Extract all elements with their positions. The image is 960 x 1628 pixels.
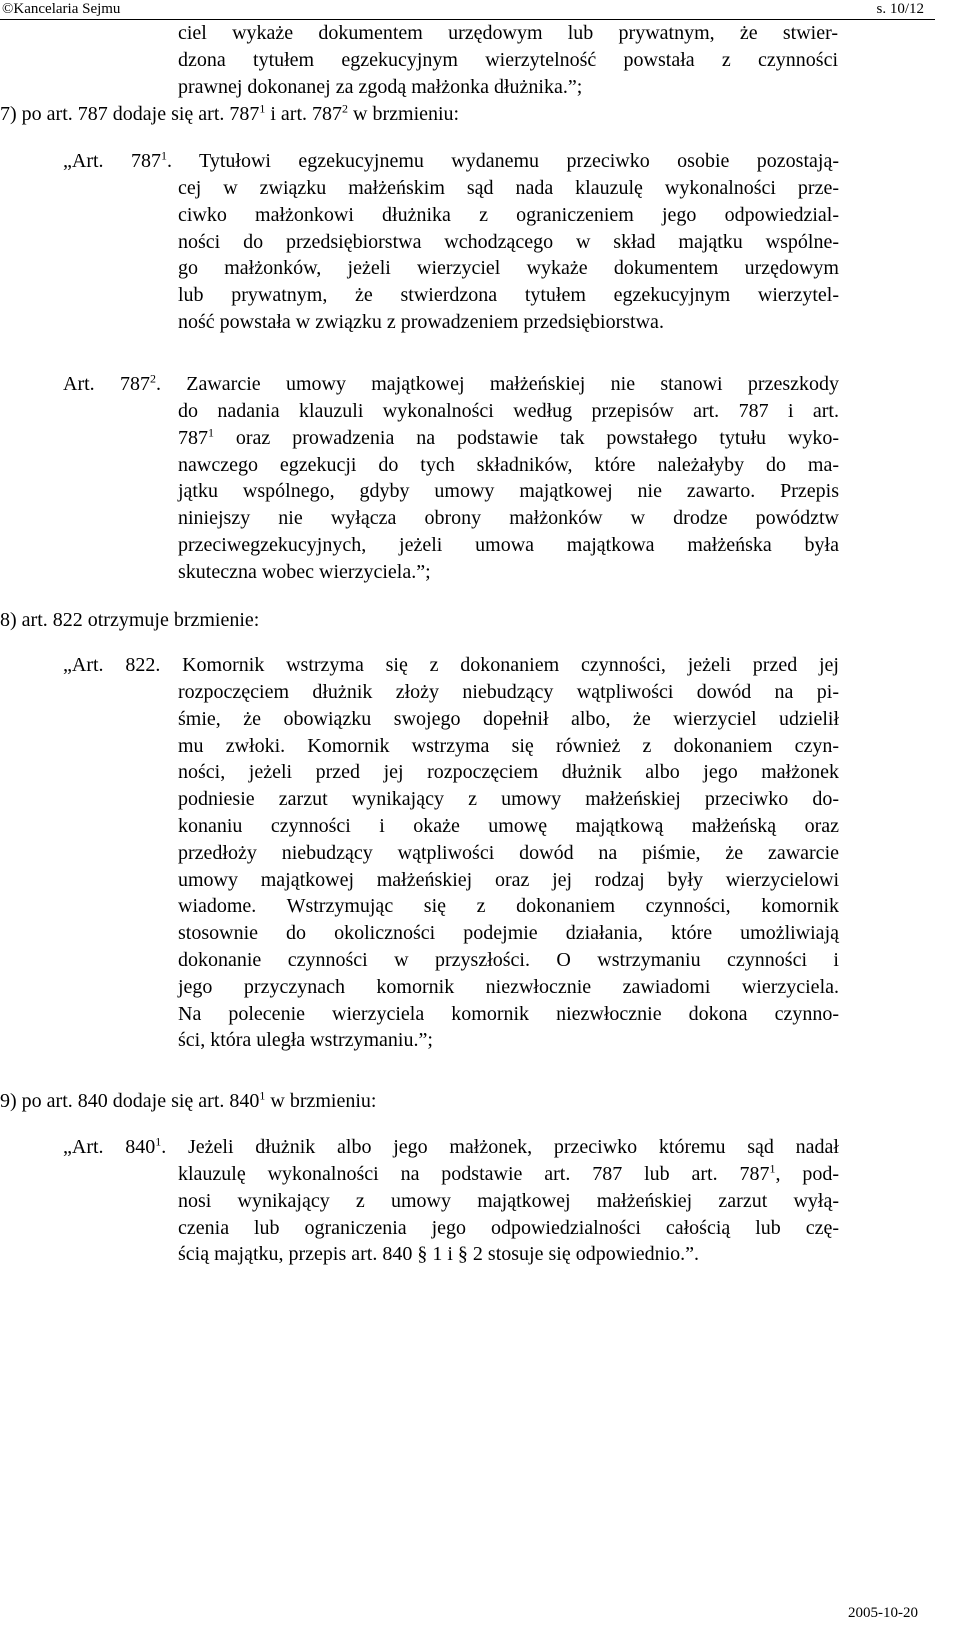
text-line: „Art. 822. Komornik wstrzyma się z dokonaniem czynności, jeżeli przed jej	[63, 654, 839, 676]
text-line: konaniu czynności i okaże umowę majątkową małżeńską oraz	[178, 814, 839, 837]
text-line: do nadania klauzuli wykonalności według przepisów art. 787 i art.	[178, 400, 839, 422]
article-840-1-first-line	[63, 1134, 839, 1161]
header-source: ©Kancelaria Sejmu	[2, 1, 121, 17]
text-line: cej w związku małżeńskim sąd nada klauzulę wykonalności prze-	[178, 177, 839, 199]
text-line: jego przyczynach komornik niezwłocznie zawiadomi wierzyciela.	[178, 975, 839, 998]
text-line: przeciwegzekucyjnych, jeżeli umowa majątkowa małżeńska była	[178, 533, 839, 556]
text-line: umowy majątkowej małżeńskiej oraz jej rodzaj były wierzycielowi	[178, 868, 839, 891]
text-line: ności, jeżeli przed jej rozpoczęciem dłużnik albo jego małżonek	[178, 761, 839, 784]
article-787-1-first-line	[63, 148, 839, 175]
text-line: skuteczna wobec wierzyciela.”;	[178, 560, 431, 583]
text-line: klauzulę wykonalności na podstawie art. 787 lub art. $787^1$, pod-	[178, 1161, 839, 1185]
text-line: 9) po art. 840 dodaje się art. $840^1$ w brzmieniu:	[0, 1088, 377, 1112]
text-line: ność powstała w związku z prowadzeniem przedsiębiorstwa.	[178, 310, 664, 333]
text-line: dzona tytułem egzekucyjnym wierzytelność powstała z czynności	[178, 48, 838, 71]
article-822-body	[178, 679, 839, 1054]
article-822-first-line	[63, 652, 839, 679]
text-line: Art. $787^2$. Zawarcie umowy majątkowej małżeńskiej nie stanowi przeszkody	[63, 371, 839, 395]
point-8	[0, 607, 500, 634]
text-line: ści, która uległa wstrzymaniu.”;	[178, 1029, 433, 1052]
text-line: „Art. $787^1$. Tytułowi egzekucyjnemu wydanemu przeciwko osobie pozostają-	[63, 148, 839, 172]
text-line: Na polecenie wierzyciela komornik niezwłocznie dokona czynno-	[178, 1002, 839, 1025]
article-840-1-body	[178, 1161, 839, 1268]
text-line: czenia lub ograniczenia jego odpowiedzialności całością lub czę-	[178, 1216, 839, 1239]
text-line: mu zwłoki. Komornik wstrzyma się również z dokonaniem czyn-	[178, 734, 839, 757]
text-line: ności do przedsiębiorstwa wchodzącego w skład majątku wspólne-	[178, 230, 839, 253]
point-9	[0, 1088, 600, 1115]
article-787-2-first-line	[63, 371, 839, 398]
text-line: prawnej dokonanej za zgodą małżonka dłużnika.”;	[178, 75, 583, 98]
text-line: ciel wykaże dokumentem urzędowym lub prywatnym, że stwier-	[178, 22, 838, 44]
text-line: dokonanie czynności w przyszłości. O wstrzymaniu czynności i	[178, 948, 839, 971]
text-line: niniejszy nie wyłącza obrony małżonków w drodze powództw	[178, 507, 839, 530]
text-line: 7) po art. 787 dodaje się art. $787^1$ i art. $787^2$ w brzmieniu:	[0, 101, 460, 125]
text-line: przedłoży niebudzący wątpliwości dowód na piśmie, że zawarcie	[178, 841, 839, 864]
text-line: lub prywatnym, że stwierdzona tytułem egzekucyjnym wierzytel-	[178, 284, 839, 307]
text-line: rozpoczęciem dłużnik złoży niebudzący wątpliwości dowód na pi-	[178, 681, 839, 703]
text-line: podniesie zarzut wynikający z umowy małżeńskiej przeciwko do-	[178, 788, 839, 811]
continuation-paragraph	[178, 20, 838, 100]
text-line: stosownie do okoliczności podejmie działania, które umożliwiają	[178, 922, 839, 945]
text-line: „Art. $840^1$. Jeżeli dłużnik albo jego małżonek, przeciwko któremu sąd nadał	[63, 1134, 839, 1158]
text-line: $787^1$ oraz prowadzenia na podstawie tak powstałego tytułu wyko-	[178, 425, 839, 449]
article-787-1-body	[178, 175, 839, 336]
document-date: 2005-10-20	[848, 1605, 918, 1621]
text-line: nawczego egzekucji do tych składników, które należałyby do ma-	[178, 453, 839, 476]
text-line: śmie, że obowiązku swojego dopełnił albo, że wierzyciel udzielił	[178, 707, 839, 730]
text-line: ciwko małżonkowi dłużnika z ograniczeniem jego odpowiedzial-	[178, 203, 839, 226]
text-line: 8) art. 822 otrzymuje brzmienie:	[0, 609, 260, 631]
text-line: go małżonków, jeżeli wierzyciel wykaże dokumentem urzędowym	[178, 257, 839, 280]
text-line: nosi wynikający z umowy majątkowej małżeńskiej zarzut wyłą-	[178, 1189, 839, 1212]
article-787-2-body	[178, 398, 839, 586]
text-line: wiadome. Wstrzymując się z dokonaniem czynności, komornik	[178, 895, 839, 918]
point-7	[0, 101, 700, 128]
text-line: ścią majątku, przepis art. 840 § 1 i § 2 stosuje się odpowiednio.”.	[178, 1243, 700, 1266]
text-line: jątku wspólnego, gdyby umowy majątkowej nie zawarto. Przepis	[178, 480, 839, 503]
page-number: s. 10/12	[876, 1, 924, 17]
